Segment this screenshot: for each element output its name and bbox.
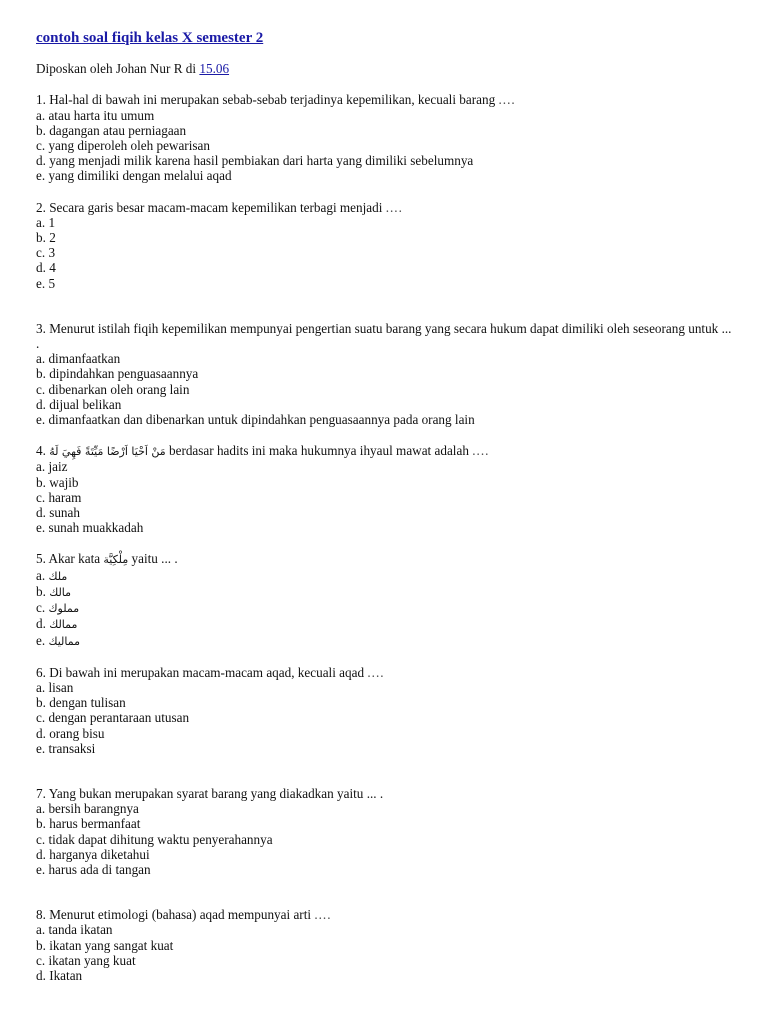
- option-b: b. harus bermanfaat: [36, 816, 141, 832]
- question-4: [36, 443, 732, 535]
- question-text: 6. Di bawah ini merupakan macam-macam aqad, kecuali aqad ....: [36, 664, 385, 680]
- option-d: d. 4: [36, 260, 56, 276]
- option-d: d. dijual belikan: [36, 396, 122, 412]
- option-b: b. مالك: [36, 583, 72, 599]
- question-6: [36, 665, 732, 756]
- option-c: c. ikatan yang kuat: [36, 952, 136, 968]
- arabic-hadith-text: مَنْ اَحْيَا اَرْضًا مَيِّتَةً فَهِيَ لَهُ: [49, 445, 166, 459]
- option-a: a. bersih barangnya: [36, 801, 139, 817]
- option-b: b. dipindahkan penguasaannya: [36, 366, 199, 382]
- question-5: [36, 551, 732, 648]
- option-a: a. lisan: [36, 679, 74, 695]
- question-text: 3. Menurut istilah fiqih kepemilikan mempunyai pengertian suatu barang yang secara hukum dapat dimiliki oleh seseorang untuk ... .: [36, 320, 732, 352]
- question-2: [36, 200, 732, 291]
- option-c: c. dibenarkan oleh orang lain: [36, 381, 190, 397]
- option-a: a. tanda ikatan: [36, 922, 113, 938]
- option-b: b. ikatan yang sangat kuat: [36, 937, 174, 953]
- option-e: e. مماليك: [36, 632, 80, 648]
- option-b: b. 2: [36, 230, 56, 246]
- post-meta: [36, 61, 732, 76]
- option-c: c. 3: [36, 245, 56, 261]
- question-7: [36, 786, 732, 877]
- option-e: e. 5: [36, 275, 56, 291]
- option-e: e. dimanfaatkan dan dibenarkan untuk dipindahkan penguasaannya pada orang lain: [36, 412, 475, 428]
- option-d: d. Ikatan: [36, 967, 83, 983]
- option-e: e. yang dimiliki dengan melalui aqad: [36, 168, 232, 184]
- option-e: e. sunah muakkadah: [36, 520, 144, 536]
- question-text: 4. مَنْ اَحْيَا اَرْضًا مَيِّتَةً فَهِيَ لَهُ berdasar hadits ini maka hukumnya ihyaul mawat adalah ....: [36, 443, 490, 459]
- answer-blank: ....: [498, 92, 516, 108]
- option-c: c. dengan perantaraan utusan: [36, 710, 190, 726]
- option-b: b. dengan tulisan: [36, 695, 126, 711]
- option-c: c. yang diperoleh oleh pewarisan: [36, 138, 210, 154]
- question-text: 1. Hal-hal di bawah ini merupakan sebab-sebab terjadinya kepemilikan, kecuali barang ....: [36, 92, 516, 108]
- option-d: d. orang bisu: [36, 725, 105, 741]
- option-d: d. yang menjadi milik karena hasil pembiakan dari harta yang dimiliki sebelumnya: [36, 153, 474, 169]
- option-b: b. wajib: [36, 474, 79, 490]
- option-a: a. jaiz: [36, 459, 68, 475]
- post-time-link[interactable]: 15.06: [199, 61, 230, 77]
- question-3: [36, 321, 732, 427]
- author-line: Diposkan oleh Johan Nur R di: [36, 61, 197, 77]
- option-a: a. dimanfaatkan: [36, 351, 121, 367]
- question-text: 5. Akar kata مِلْكِيَّة yaitu ... .: [36, 551, 178, 567]
- answer-blank: ....: [472, 443, 490, 459]
- option-d: d. harganya diketahui: [36, 846, 150, 862]
- question-text: 2. Secara garis besar macam-macam kepemilikan terbagi menjadi ....: [36, 199, 403, 215]
- answer-blank: ....: [385, 199, 403, 215]
- option-b: b. dagangan atau perniagaan: [36, 122, 187, 138]
- option-e: e. harus ada di tangan: [36, 861, 151, 877]
- question-text: 8. Menurut etimologi (bahasa) aqad mempunyai arti ....: [36, 907, 332, 923]
- answer-blank: ....: [314, 907, 332, 923]
- option-c: c. tidak dapat dihitung waktu penyerahannya: [36, 831, 273, 847]
- option-c: c. مملوك: [36, 600, 80, 616]
- answer-blank: ....: [367, 664, 385, 680]
- option-c: c. haram: [36, 489, 82, 505]
- post-title[interactable]: contoh soal fiqih kelas X semester 2: [36, 30, 264, 46]
- option-a: a. ملك: [36, 567, 68, 583]
- question-8: [36, 907, 732, 983]
- question-text: 7. Yang bukan merupakan syarat barang yang diakadkan yaitu ... .: [36, 785, 384, 801]
- option-a: a. 1: [36, 214, 56, 230]
- option-e: e. transaksi: [36, 740, 96, 756]
- arabic-word: مِلْكِيَّة: [103, 553, 129, 567]
- option-d: d. ممالك: [36, 616, 78, 632]
- option-a: a. atau harta itu umum: [36, 107, 155, 123]
- question-1: [36, 92, 732, 183]
- option-d: d. sunah: [36, 505, 80, 521]
